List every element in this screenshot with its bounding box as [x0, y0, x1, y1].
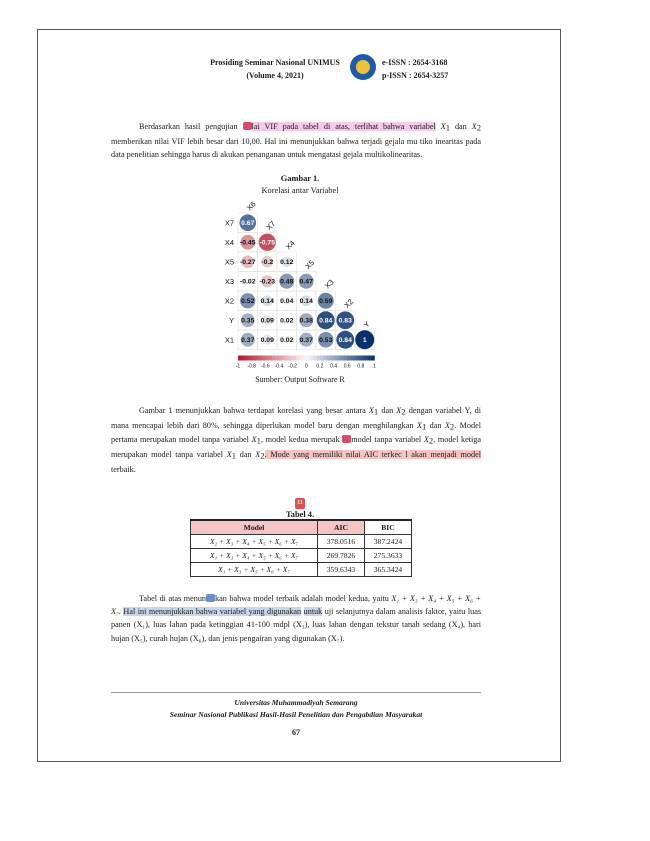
colorbar-segment [241, 356, 245, 361]
correlation-label: 0.38 [299, 317, 313, 325]
journal-title: Prosiding Seminar Nasional UNIMUS [210, 58, 340, 67]
correlation-label: 0.12 [280, 259, 294, 267]
unimus-logo-icon [350, 54, 376, 80]
colorbar-tick-label: 0.4 [330, 363, 338, 370]
column-label: X2 [342, 297, 356, 310]
colorbar-segment [282, 356, 286, 361]
correlation-label: 0.09 [260, 317, 274, 325]
page-number: 67 [292, 728, 300, 737]
col-header-model: Model [191, 520, 318, 535]
colorbar-segment [258, 356, 262, 361]
table-caption: 11 Tabel 4. [200, 496, 400, 531]
colorbar-tick-label: 0.6 [343, 363, 351, 370]
row-label: X2 [224, 296, 234, 306]
colorbar-segment [351, 356, 355, 361]
column-label: X7 [264, 219, 278, 232]
correlation-label: -0.2 [261, 259, 274, 267]
colorbar-tick-label: 0.8 [357, 363, 365, 370]
colorbar-segment [364, 356, 368, 361]
correlation-label: 0.84 [319, 317, 333, 325]
correlation-label: 0.35 [241, 317, 255, 325]
correlation-label: 0.14 [299, 298, 313, 306]
colorbar-segment [320, 356, 324, 361]
row-label: X3 [224, 276, 234, 286]
correlation-label: -0.23 [259, 278, 275, 286]
colorbar-segment [279, 356, 283, 361]
colorbar-segment [296, 356, 300, 361]
page-header [160, 50, 490, 86]
row-label: X1 [224, 335, 234, 345]
correlation-label: 0.02 [280, 317, 294, 325]
colorbar-segment [330, 356, 334, 361]
colorbar-segment [299, 356, 303, 361]
paragraph-best-model: Tabel di atas menun kan bahwa model terbaik adalah model kedua, yaitu X₁ + X₃ + X₄ + X₅ + X₆ + X₇. Hal ini menunjukkan bahwa variabel yang digunakan untuk uji selanjutnya dalam analisis faktor, yaitu luas panen (X₁), luas lahan pada ketinggian 41-100 mdpl (X₃), luas lahan dengan tekstur tanah sedang (X₄), hari hujan (X₅), curah hujan (X₆), dan jenis pengairan yang digunakan (X₇). [111, 594, 482, 643]
correlation-label: 0.37 [299, 337, 313, 345]
paragraph-correlation: Gambar 1 menunjukkan bahwa terdapat korelasi yang besar antara X1 dan X2 dengan variabel Y, di mana mencapai lebih dari 80%, sehingga diperlukan model baru dengan menghilangkan X1 dan X2. Model pertama merupakan model tanpa variabel X1, model kedua merupak model tanpa variabel X2, model ketiga merupakan model tanpa variabel X1 dan X2. Mode yang memiliki nilai AIC terkec l akan menjadi model terbaik. [111, 406, 482, 474]
colorbar-tick-label: -0.8 [247, 363, 256, 370]
comment-marker-icon[interactable]: 11 [295, 498, 305, 509]
colorbar-segment [327, 356, 331, 361]
colorbar-segment [286, 356, 290, 361]
col-header-aic: AIC [318, 520, 365, 535]
correlation-label: 0.47 [299, 278, 313, 286]
correlation-label: 0.84 [338, 337, 352, 345]
correlation-label: 0.37 [241, 337, 255, 345]
colorbar-tick-label: 0 [304, 363, 308, 370]
colorbar-tick-label: -0.2 [288, 363, 297, 370]
paragraph-vif: Berdasarkan hasil pengujian lai VIF pada tabel di atas, terlihat bahwa variabel X1 dan X2 memberikan nilai VIF lebih besar dari 10,00. Hal ini menunjukkan bahwa terjadi gejala mu tiko inearitas pada data penelitian sehingga harus di akukan penanganan untuk mengatasi gejala multikolinearitas. [111, 122, 482, 159]
correlation-label: 0.14 [260, 298, 274, 306]
colorbar-segment [248, 356, 252, 361]
row-label: X7 [224, 218, 234, 228]
colorbar-segment [276, 356, 280, 361]
correlation-label: 1 [362, 337, 367, 345]
colorbar-segment [344, 356, 348, 361]
row-label: X5 [224, 257, 234, 267]
column-label: X3 [322, 277, 336, 291]
correlation-heatmap [210, 197, 400, 372]
correlation-label: 0.52 [241, 298, 255, 306]
page-footer [111, 692, 481, 739]
pissn: p-ISSN : 2654-3257 [382, 71, 449, 80]
colorbar-segment [357, 356, 361, 361]
colorbar-segment [289, 356, 293, 361]
row-label: Y [228, 315, 234, 325]
colorbar-segment [252, 356, 256, 361]
colorbar-segment [347, 356, 351, 361]
comment-marker-icon[interactable] [243, 122, 252, 130]
aic-bic-table [190, 519, 412, 577]
colorbar-segment [255, 356, 259, 361]
colorbar-segment [316, 356, 320, 361]
colorbar-tick-label: -0.6 [260, 363, 270, 370]
colorbar-tick-label: -1 [235, 363, 241, 370]
table-row: X₁ + X₃ + X₅ + X₆ + X₇ 359.6343 365.3424 [191, 563, 412, 577]
row-label: X4 [224, 237, 234, 247]
col-header-bic: BIC [365, 520, 412, 535]
colorbar-segment [313, 356, 317, 361]
column-label: X4 [283, 238, 297, 252]
colorbar-segment [337, 356, 341, 361]
colorbar-segment [272, 356, 276, 361]
colorbar-segment [293, 356, 297, 361]
table-row: X₂ + X₃ + X₄ + X₅ + X₆ + X₇ 378.0516 387.2424 [191, 535, 412, 549]
column-label: Y [361, 319, 372, 330]
colorbar-segment [265, 356, 269, 361]
column-label: X6 [244, 199, 258, 213]
colorbar-segment [334, 356, 338, 361]
correlation-label: 0.67 [241, 220, 255, 228]
colorbar-segment [361, 356, 365, 361]
comment-marker-icon[interactable] [342, 435, 351, 443]
colorbar-tick-label: 0.2 [316, 363, 324, 370]
correlation-label: 0.48 [280, 278, 294, 286]
correlation-label: 0.04 [280, 298, 294, 306]
colorbar-segment [368, 356, 372, 361]
colorbar-segment [340, 356, 344, 361]
figure-source: Sumber: Output Software R [255, 375, 345, 384]
footer-university: Universitas Muhammadiyah Semarang [234, 698, 358, 707]
correlation-label: 0.09 [260, 337, 274, 345]
correlation-label: 0.83 [338, 317, 352, 325]
colorbar-segment [269, 356, 273, 361]
colorbar-segment [238, 356, 242, 361]
correlation-label: 0.59 [319, 298, 333, 306]
table-row: X₁ + X₃ + X₄ + X₅ + X₆ + X₇ 269.7826 275.3633 [191, 549, 412, 563]
journal-volume: (Volume 4, 2021) [246, 71, 304, 80]
correlation-label: -0.45 [240, 239, 256, 247]
correlation-label: -0.27 [240, 259, 256, 267]
colorbar-segment [310, 356, 314, 361]
correlation-label: -0.02 [240, 278, 256, 286]
colorbar-segment [262, 356, 266, 361]
colorbar-segment [303, 356, 307, 361]
correlation-label: 0.53 [319, 337, 333, 345]
comment-marker-icon[interactable] [206, 594, 215, 602]
colorbar-tick-label: -0.4 [274, 363, 284, 370]
colorbar-segment [306, 356, 310, 361]
column-label: X5 [303, 258, 317, 271]
figure-caption: Gambar 1. Korelasi antar Variabel [261, 174, 339, 195]
colorbar-segment [354, 356, 358, 361]
correlation-label: -0.75 [259, 239, 275, 247]
eissn: e-ISSN : 2654-3168 [382, 58, 448, 67]
footer-seminar: Seminar Nasional Publikasi Hasil-Hasil Penelitian dan Pengabdian Masyarakat [169, 710, 423, 719]
colorbar-segment [371, 356, 375, 361]
colorbar-segment [245, 356, 249, 361]
colorbar-segment [323, 356, 327, 361]
colorbar-tick-label: 1 [373, 363, 376, 370]
correlation-label: 0.02 [280, 337, 294, 345]
